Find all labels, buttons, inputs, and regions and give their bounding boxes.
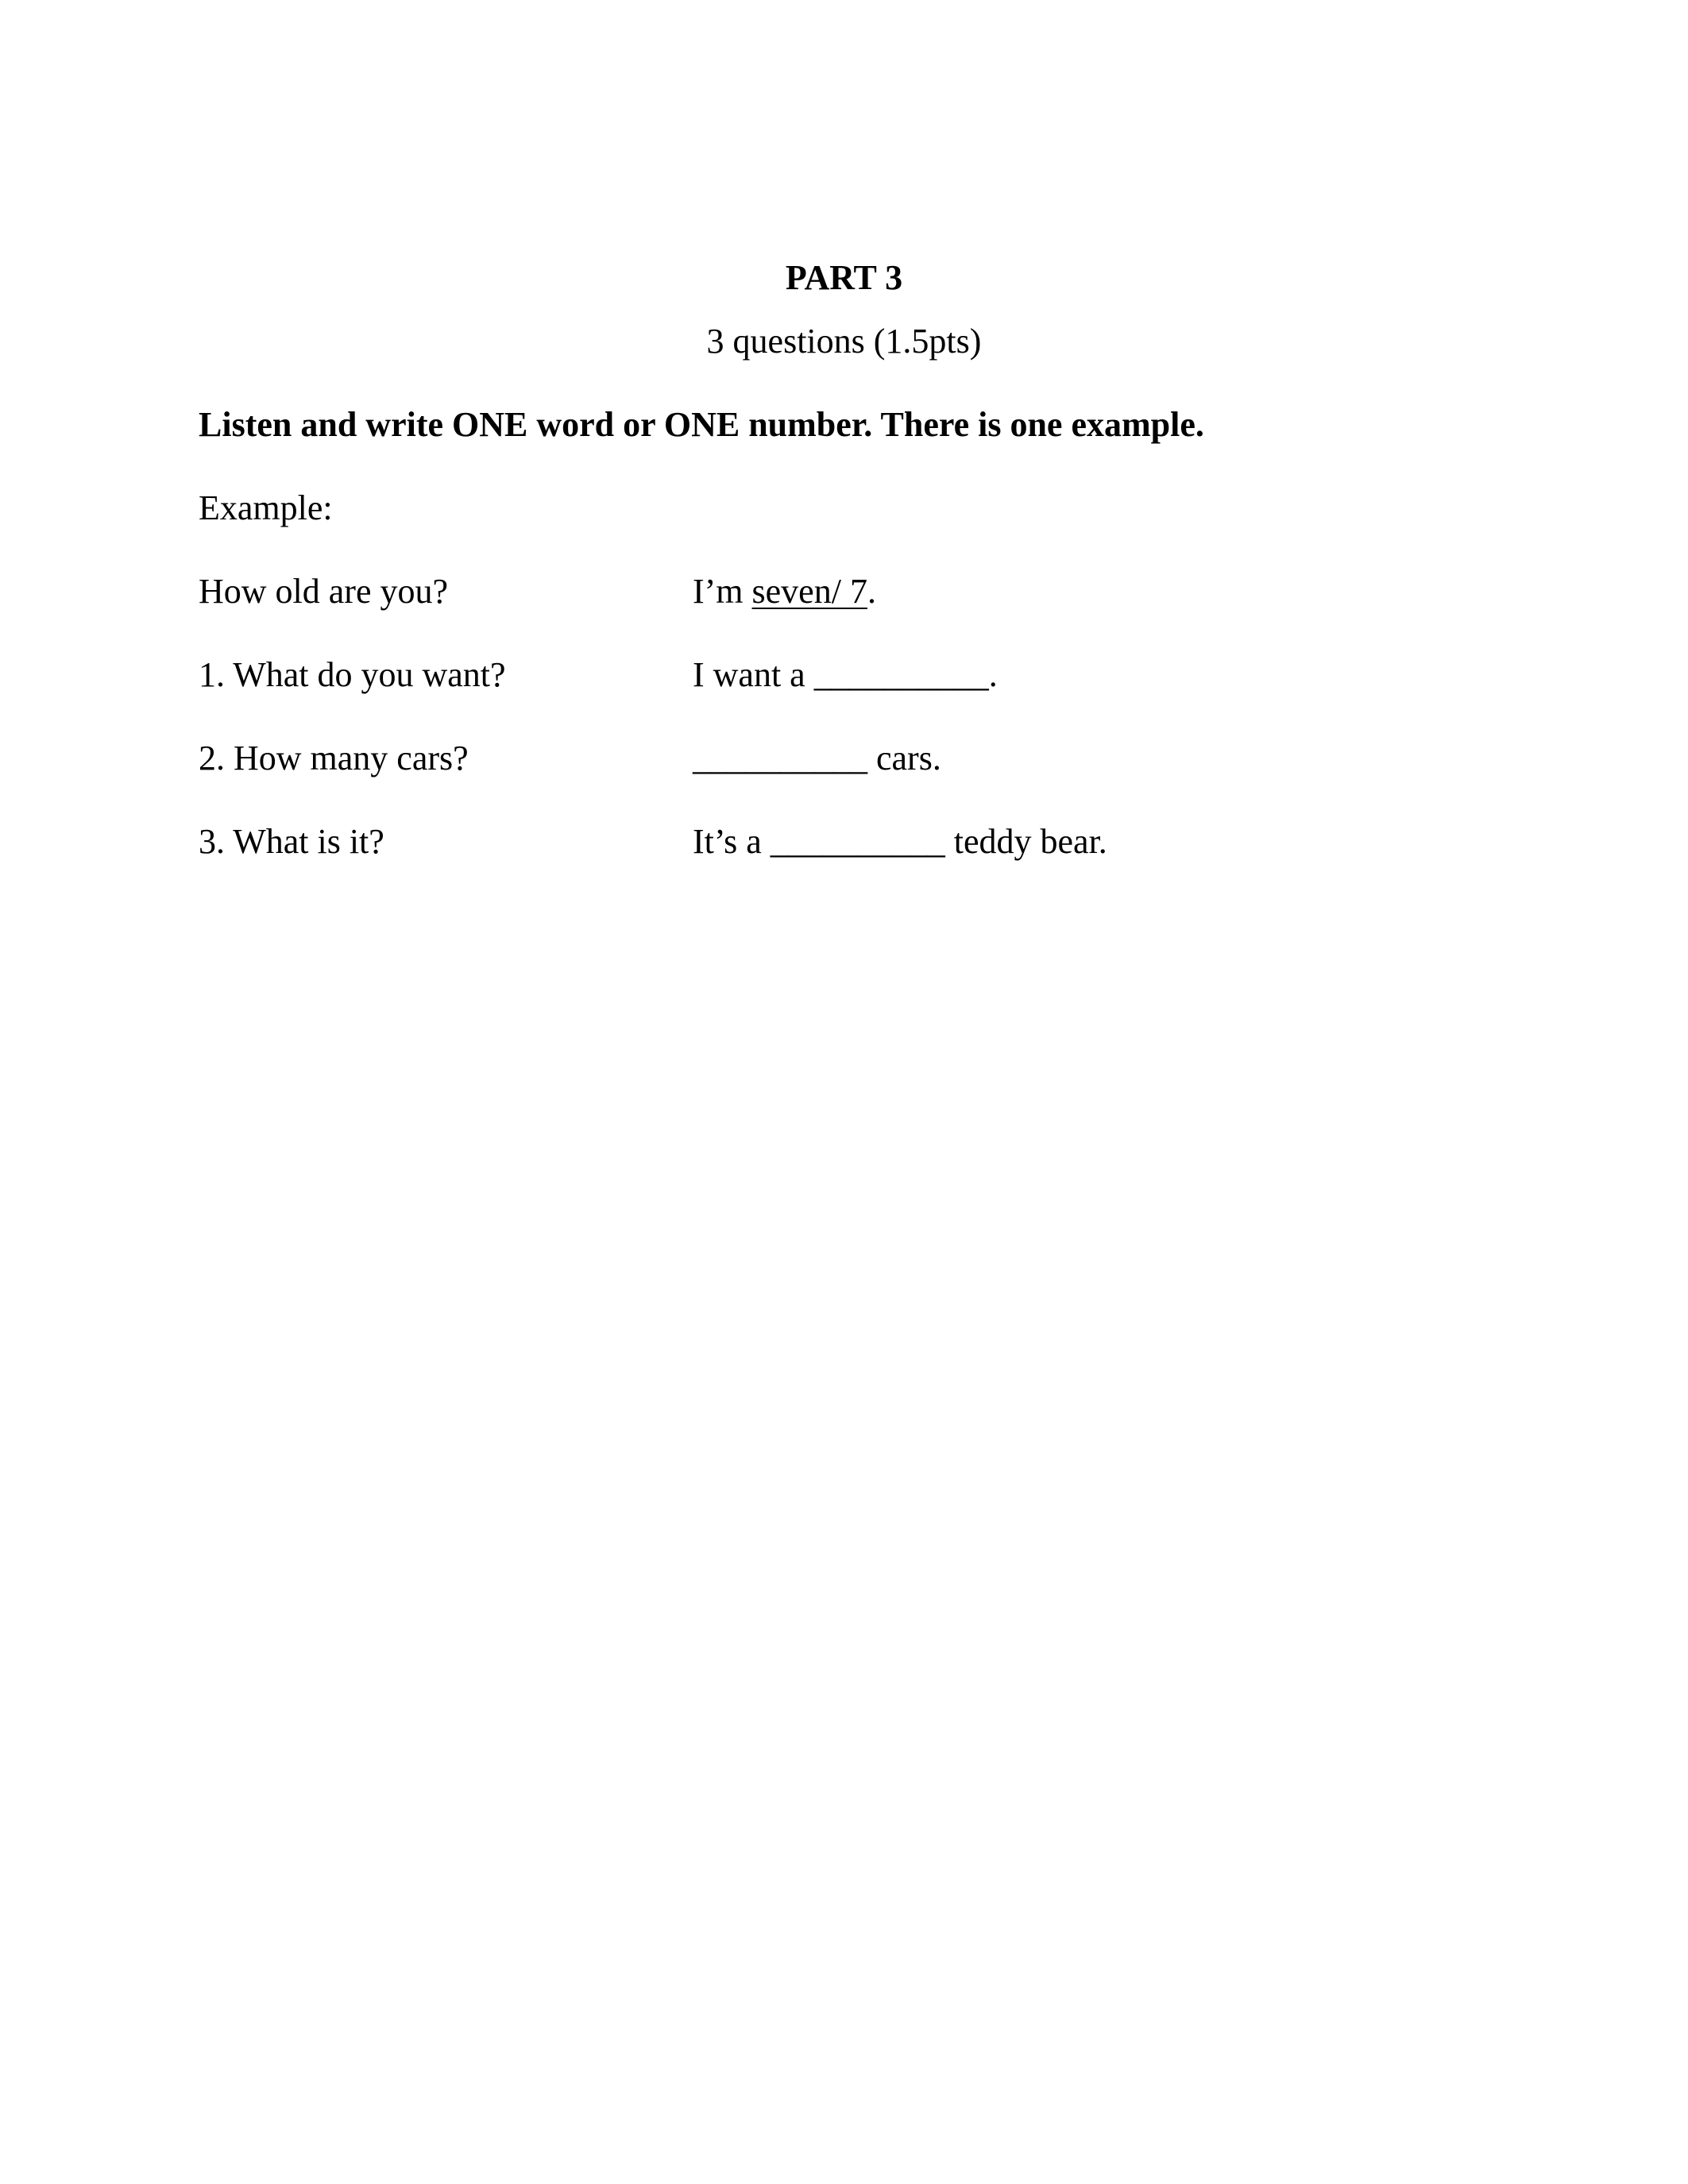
question-list [199, 568, 1549, 901]
question-text-2: 2. How many cars? [199, 739, 469, 778]
question-text-3: 3. What is it? [199, 822, 384, 861]
answer-blank-1[interactable]: I want a __________. [693, 655, 998, 694]
question-row-3 [199, 818, 1549, 901]
example-answer-prefix: I’m [693, 572, 752, 611]
example-question: How old are you? [199, 572, 449, 611]
example-answer-value: seven/ 7 [751, 572, 867, 611]
answer-blank-2[interactable]: __________ cars. [693, 739, 941, 778]
example-answer [693, 568, 876, 615]
example-answer-suffix: . [867, 572, 876, 611]
part-subtitle: 3 questions (1.5pts) [706, 322, 982, 361]
answer-blank-3[interactable]: It’s a __________ teddy bear. [693, 822, 1107, 861]
part-title: PART 3 [785, 258, 903, 297]
example-label: Example: [199, 488, 333, 527]
question-text-1: 1. What do you want? [199, 655, 506, 694]
instruction-text: Listen and write ONE word or ONE number. There is one example. [199, 405, 1204, 444]
question-row-1 [199, 651, 1549, 735]
example-row [199, 568, 1549, 651]
question-row-2 [199, 735, 1549, 818]
